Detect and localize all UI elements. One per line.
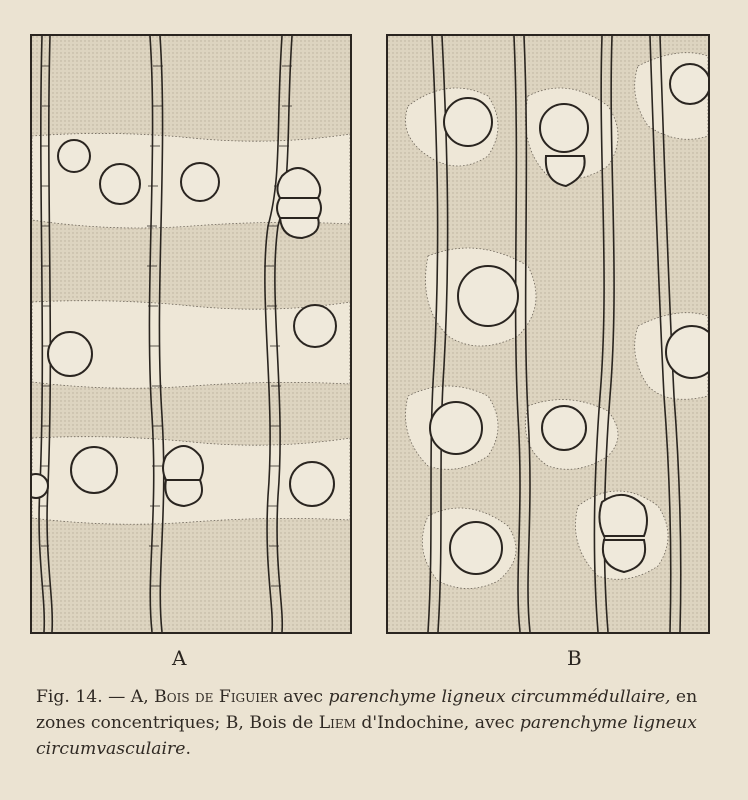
vessel — [666, 326, 708, 378]
panel-a-label: A — [172, 646, 188, 670]
vessel-multiple — [599, 495, 647, 536]
vessel — [100, 164, 140, 204]
panel-b-drawing — [388, 36, 708, 632]
vessel — [450, 522, 502, 574]
vessel — [458, 266, 518, 326]
caption-text: en zones concentriques; B, Bois de — [36, 687, 698, 733]
panel-a-bois-de-figuier — [30, 34, 352, 634]
caption-text: d'Indochine, avec — [355, 713, 520, 733]
vessel — [540, 104, 588, 152]
vessel — [32, 474, 48, 498]
vessel — [444, 98, 492, 146]
vessel — [290, 462, 334, 506]
caption-text: A, — [125, 687, 155, 707]
caption-fig-number: Fig. 14. — — [36, 687, 126, 707]
vessel-multiple — [277, 198, 321, 218]
vessel-multiple — [165, 480, 202, 506]
vessel — [294, 305, 336, 347]
vessel — [542, 406, 586, 450]
vessel — [430, 402, 482, 454]
caption-text: avec — [277, 687, 329, 707]
vessel — [58, 140, 90, 172]
vessel — [48, 332, 92, 376]
caption-species-b: Liem — [318, 713, 356, 733]
panel-b-label: B — [567, 646, 583, 670]
vessel — [71, 447, 117, 493]
panel-b-bois-de-liem — [386, 34, 710, 634]
caption-species-a: Bois de Figuier — [154, 687, 278, 707]
panel-a-drawing — [32, 36, 350, 632]
caption-term-a: parenchyme ligneux circummédullaire, — [328, 687, 671, 707]
vessel — [181, 163, 219, 201]
caption-text: . — [185, 739, 191, 759]
vessel — [670, 64, 708, 104]
figure-caption — [36, 684, 722, 762]
caption-term-b: parenchyme ligneux circumvasculaire — [36, 713, 697, 759]
